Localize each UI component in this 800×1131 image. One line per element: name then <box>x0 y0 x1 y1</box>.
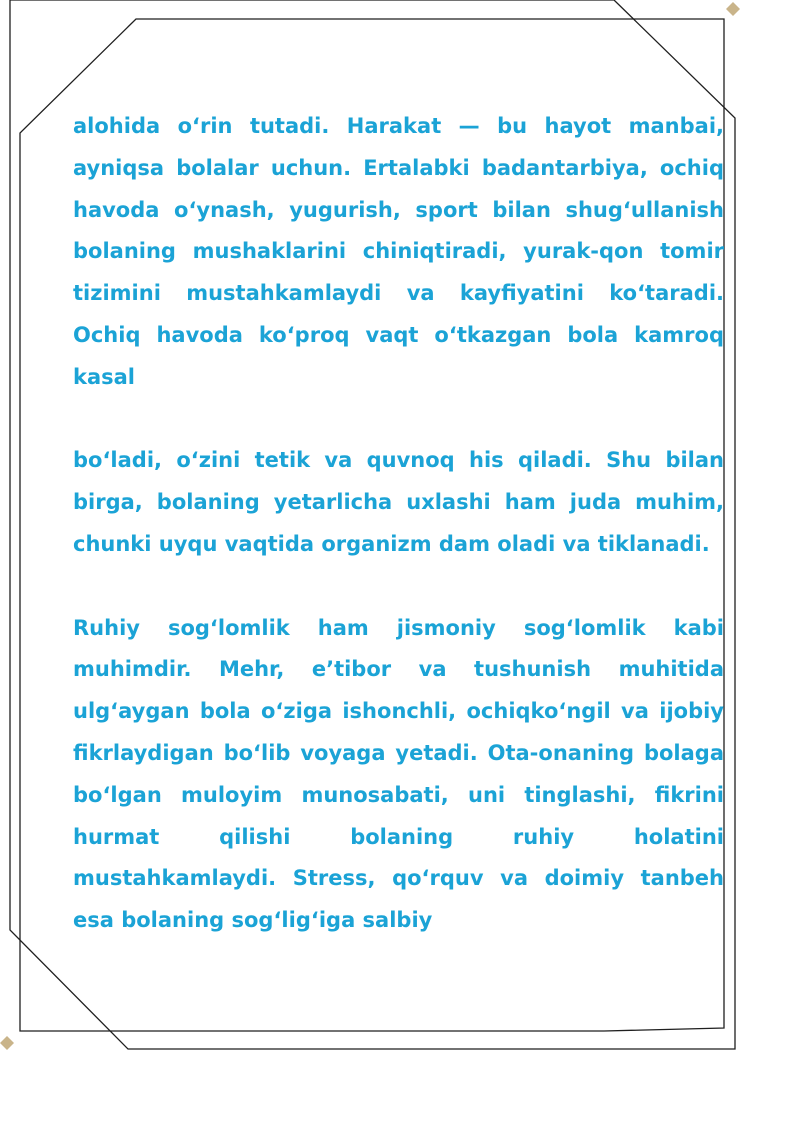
paragraph-3: Ruhiy sog‘lomlik ham jismoniy sog‘lomlik kabi muhimdir. Mehr, e’tibor va tushunish muhitida ulg‘aygan bola o‘ziga ishonchli, ochiqko‘ngil va ijobiy fikrlaydigan bo‘lib voyaga yetadi. Ota-onaning bolaga bo‘lgan muloyim munosabati, uni tinglashi, fikrini hurmat qilishi bolaning ruhiy holatini mustahkamlaydi. Stress, qo‘rquv va doimiy tanbeh esa bolaning sog‘lig‘iga salbiy <box>73 615 724 933</box>
document-body <box>73 106 724 942</box>
diamond-ornament-icon <box>726 2 740 16</box>
paragraph-2: bo‘ladi, o‘zini tetik va quvnoq his qiladi. Shu bilan birga, bolaning yetarlicha uxlashi ham juda muhim, chunki uyqu vaqtida organizm dam oladi va tiklanadi. <box>73 448 724 556</box>
paragraph-1: alohida o‘rin tutadi. Harakat — bu hayot manbai, ayniqsa bolalar uchun. Ertalabki badantarbiya, ochiq havoda o‘ynash, yugurish, sport bilan shug‘ullanish bolaning mushaklarini chiniqtiradi, yurak-qon tomir tizimini mustahkamlaydi va kayfiyatini ko‘taradi. Ochiq havoda ko‘proq vaqt o‘tkazgan bola kamroq kasal <box>73 114 724 389</box>
diamond-ornament-icon <box>0 1036 14 1050</box>
